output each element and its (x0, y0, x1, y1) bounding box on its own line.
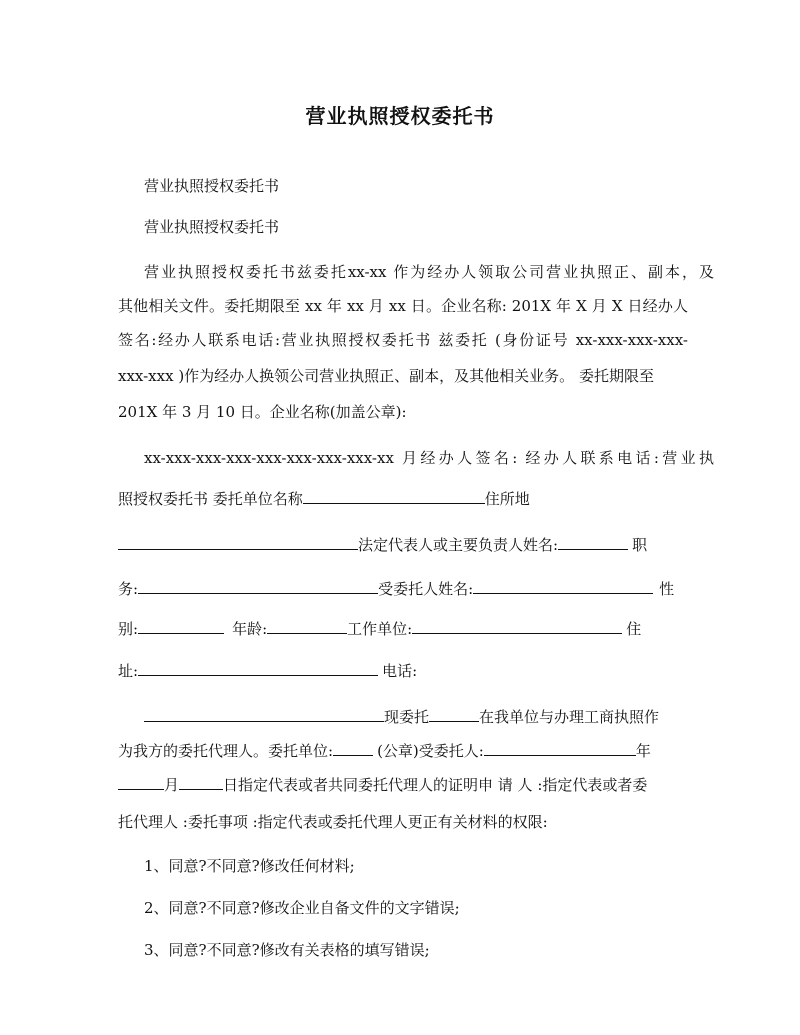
form-line-company (118, 488, 688, 509)
body-line-2: 营业执照授权委托书 (144, 218, 280, 236)
form-line-entrust (118, 706, 688, 727)
item-3: 3、同意?不同意?修改有关表格的填写错误; (144, 941, 430, 959)
employer-blank (412, 618, 622, 634)
body-line-8: xx-xxx-xxx-xxx-xxx-xxx-xxx-xxx-xx 月经办人签名: 经办人联系电话:营业执 (144, 449, 714, 467)
unit-blank (333, 740, 373, 756)
form-line-position (118, 578, 688, 599)
item-2: 2、同意?不同意?修改企业自备文件的文字错误; (144, 899, 460, 917)
month-label: 月 (164, 776, 180, 794)
agent-name-label: 受委托人姓名: (378, 580, 474, 598)
age-blank (267, 618, 347, 634)
agent-text: 为我方的委托代理人。委托单位: (118, 742, 334, 760)
body-line-4: 其他相关文件。委托期限至 xx 年 xx 月 xx 日。企业名称: 201X 年 X 月 X 日经办人 (118, 297, 688, 315)
gender-blank (138, 618, 224, 634)
legal-rep-label: 法定代表人或主要负责人姓名: (358, 536, 559, 554)
home-address-label-end: 址: (118, 662, 139, 680)
entrust-person-blank (429, 706, 479, 722)
item-1: 1、同意?不同意?修改任何材料; (144, 857, 355, 875)
position-label-end: 务: (118, 580, 139, 598)
address-label: 住所地 (484, 490, 530, 508)
seal-agent-label: (公章)受委托人: (377, 742, 484, 760)
position-blank (138, 578, 378, 594)
body-line-5: 签名:经办人联系电话:营业执照授权委托书 兹委托 (身份证号 xx-xxx-xxx-xxx- (118, 331, 688, 349)
position-label-start: 职 (632, 536, 648, 554)
entrust-text: 在我单位与办理工商执照作 (479, 708, 660, 726)
home-address-blank (138, 660, 378, 676)
company-name-label: 照授权委托书 委托单位名称 (118, 490, 303, 508)
gender-label-end: 别: (118, 620, 139, 638)
entrust-label: 现委托 (384, 708, 430, 726)
year-blank (118, 774, 164, 790)
body-line-3: 营业执照授权委托书兹委托xx-xx 作为经办人领取公司营业执照正、副本，及 (144, 263, 714, 281)
form-line-home-address (118, 660, 688, 681)
company-name-blank (303, 488, 485, 504)
body-line-1: 营业执照授权委托书 (144, 177, 280, 195)
body-line-7: 201X 年 3 月 10 日。企业名称(加盖公章): (118, 403, 407, 421)
form-line-date (118, 774, 688, 795)
month-blank (179, 774, 223, 790)
phone-label: 电话: (382, 662, 418, 680)
employer-label: 工作单位: (347, 620, 413, 638)
document-title: 营业执照授权委托书 (305, 104, 495, 128)
legal-rep-blank (558, 534, 628, 550)
form-line-agent (118, 740, 688, 761)
form-line-authority: 托代理人 :委托事项 :指定代表或委托代理人更正有关材料的权限: (118, 813, 548, 831)
address-blank (118, 534, 358, 550)
home-address-label-start: 住 (626, 620, 642, 638)
entrust-blank (144, 706, 384, 722)
body-line-6: xxx-xxx )作为经办人换领公司营业执照正、副本，及其他相关业务。 委托期限至 (118, 367, 654, 385)
form-line-legal-rep (118, 534, 688, 555)
agent-blank (484, 740, 636, 756)
designation-text: 日指定代表或者共同委托代理人的证明申 请 人 :指定代表或者委 (223, 776, 648, 794)
gender-label-start: 性 (659, 580, 675, 598)
year-label: 年 (635, 742, 651, 760)
form-line-gender (118, 618, 688, 639)
agent-name-blank (473, 578, 653, 594)
age-label: 年龄: (232, 620, 268, 638)
